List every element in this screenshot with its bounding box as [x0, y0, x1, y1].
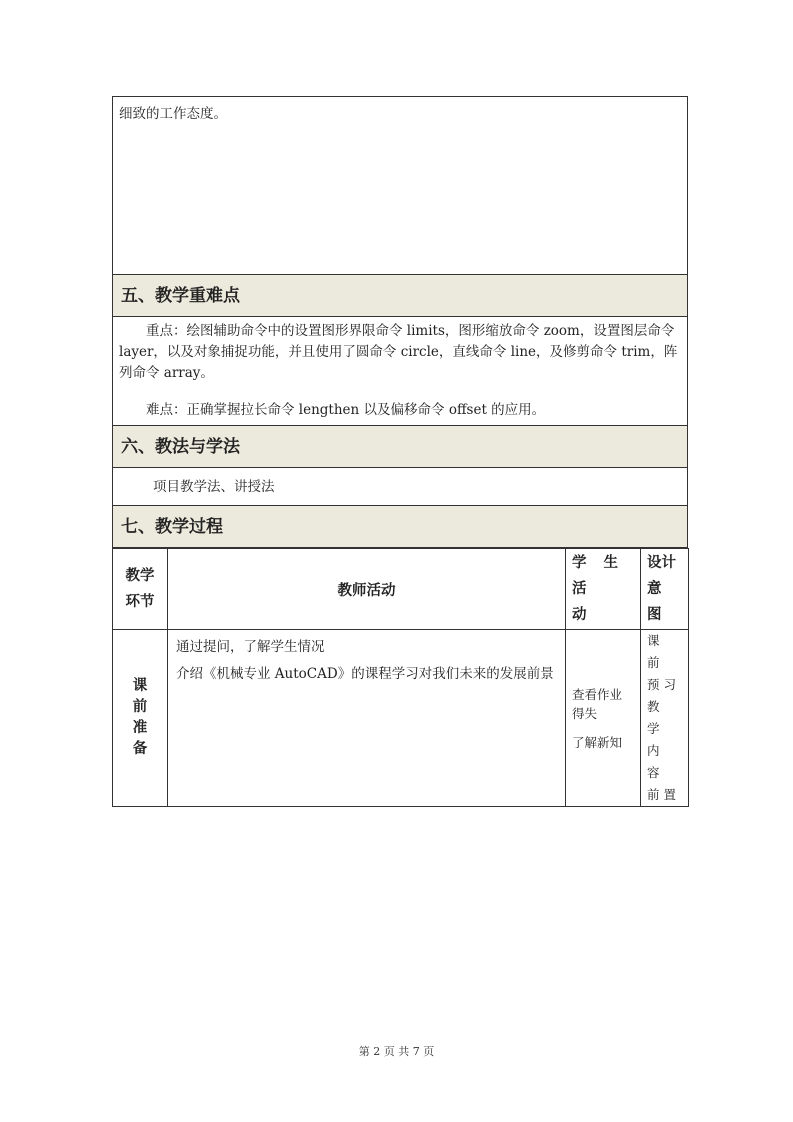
- difficult-points-text: 难点：正确掌握拉长命令 lengthen 以及偏移命令 offset 的应用。: [146, 402, 546, 418]
- header-teacher: 教师活动: [168, 549, 566, 630]
- table-row: [113, 630, 689, 807]
- intro-cell: [112, 96, 688, 275]
- key-points-text: 重点：绘图辅助命令中的设置图形界限命令 limits，图形缩放命令 zoom，设置图层命令 layer，以及对象捕捉功能，并且使用了圆命令 circle，直线命令 line，及修剪命令 trim，阵列命令 array。: [119, 323, 678, 381]
- section5-body: [112, 317, 688, 426]
- row-student-activity: 查看作业得失 了解新知: [566, 630, 641, 807]
- row-stage: 课 前 准 备: [113, 630, 168, 807]
- process-table-header: [113, 549, 689, 630]
- section6-heading: 六、教法与学法: [112, 426, 688, 468]
- section7-heading: 七、教学过程: [112, 506, 688, 548]
- page-footer: 第 2 页 共 7 页: [358, 1045, 435, 1058]
- row-teacher-activity: 通过提问，了解学生情况 介绍《机械专业 AutoCAD》的课程学习对我们未来的发展前景: [168, 630, 566, 807]
- intro-text: 细致的工作态度。: [119, 106, 227, 122]
- header-stage: 教学 环节: [113, 549, 168, 630]
- header-student: 学 生 活 动: [566, 549, 641, 630]
- document-page: [112, 96, 688, 807]
- section6-content: 项目教学法、讲授法: [112, 468, 688, 506]
- row-design-intent: 课 前 预习 教 学 内 容 前置: [641, 630, 689, 807]
- header-intent: 设计 意 图: [641, 549, 689, 630]
- section5-heading: 五、教学重难点: [112, 275, 688, 317]
- process-table: [112, 548, 689, 807]
